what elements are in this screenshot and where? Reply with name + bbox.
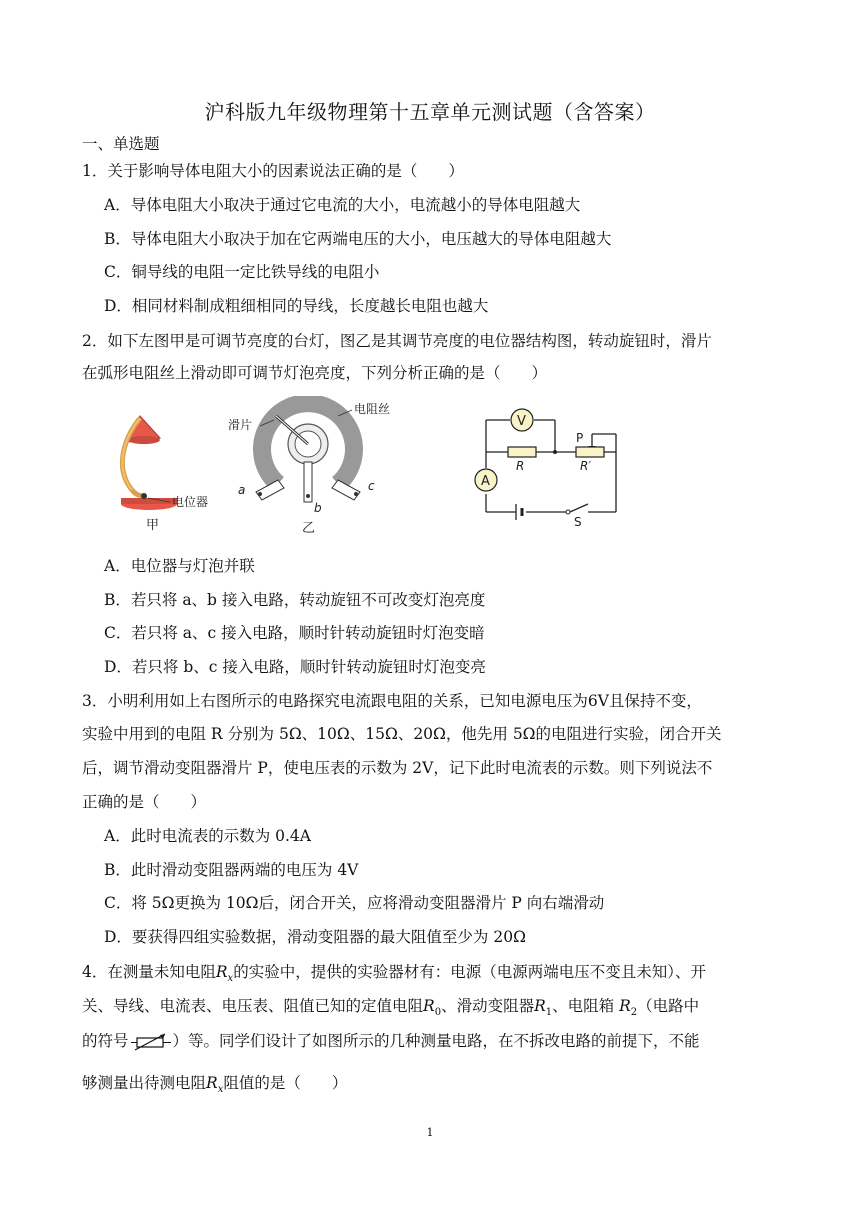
page-number: 1 (426, 1126, 434, 1139)
lamp-potentiometer-label: 电位器 (172, 495, 209, 509)
circuit-figure (470, 400, 630, 528)
q1-option-a: A．导体电阻大小取决于通过它电流的大小，电流越小的导体电阻越大 (104, 196, 581, 214)
potentiometer-caption: 乙 (302, 521, 316, 536)
q1-option-d: D．相同材料制成粗细相同的导线，长度越长电阻也越大 (104, 297, 489, 315)
q1-stem: 1．关于影响导体电阻大小的因素说法正确的是（ ） (82, 162, 464, 180)
lamp-caption: 甲 (146, 518, 160, 533)
terminal-a-label: a (238, 483, 246, 497)
lamp-figure (104, 398, 228, 534)
resistance-wire-label: 电阻丝 (354, 402, 391, 416)
q2-option-c: C．若只将 a、c 接入电路，顺时针转动旋钮时灯泡变暗 (104, 624, 485, 642)
page-title: 沪科版九年级物理第十五章单元测试题（含答案） (204, 100, 656, 124)
resistor-label: R (516, 459, 525, 473)
q4-stem-line3: 的符号 ）等。同学们设计了如图所示的几种测量电路，在不拆改电路的前提下，不能 (82, 1032, 700, 1050)
circuit-wires (486, 420, 616, 512)
potentiometer-icon (256, 403, 360, 502)
q4-stem-line1: 4．在测量未知电阻$R_x$的实验中，提供的实验器材有：电源（电源两端电压不变且未知）、开 (82, 963, 706, 985)
battery-icon (516, 504, 522, 520)
switch-icon (566, 510, 570, 514)
rheostat-label: R′ (580, 459, 592, 473)
q1-option-b: B．导体电阻大小取决于加在它两端电压的大小，电压越大的导体电阻越大 (104, 230, 612, 248)
q4-stem-line4: 够测量出待测电阻$R_x$阻值的是（ ） (82, 1074, 348, 1096)
terminal-c-label: c (368, 479, 375, 493)
q3-option-a: A．此时电流表的示数为 0.4A (104, 827, 311, 845)
q2-stem-line2: 在弧形电阻丝上滑动即可调节灯泡亮度，下列分析正确的是（ ） (82, 364, 548, 382)
slider-p-label: P (576, 431, 584, 445)
q3-stem-line2: 实验中用到的电阻 R 分别为 5Ω、10Ω、15Ω、20Ω，他先用 5Ω的电阻进行实验，闭合开关 (82, 725, 722, 743)
q3-option-b: B．此时滑动变阻器两端的电压为 4V (104, 861, 359, 879)
slider-label: 滑片 (228, 418, 253, 432)
q1-option-c: C．铜导线的电阻一定比铁导线的电阻小 (104, 263, 380, 281)
q3-option-c: C．将 5Ω更换为 10Ω后，闭合开关，应将滑动变阻器滑片 P 向右端滑动 (104, 894, 605, 912)
q3-stem-line3: 后，调节滑动变阻器滑片 P，使电压表的示数为 2V，记下此时电流表的示数。则下列说法不 (82, 759, 713, 777)
q4-stem-line2: 关、导线、电流表、电压表、阻值已知的定值电阻$R_0$、滑动变阻器$R_1$、电阻箱 $R_2$（电路中 (82, 997, 700, 1019)
switch-label: S (574, 515, 582, 528)
q3-stem-line1: 3．小明利用如上右图所示的电路探究电流跟电阻的关系，已知电源电压为6V且保持不变， (82, 692, 702, 710)
rheostat-icon (576, 447, 604, 457)
q2-stem-line1: 2．如下左图甲是可调节亮度的台灯，图乙是其调节亮度的电位器结构图，转动旋钮时，滑片 (82, 332, 712, 350)
resistance-box-symbol-icon (129, 1032, 173, 1052)
lamp-icon (121, 416, 177, 510)
voltmeter-label: V (517, 414, 526, 429)
ammeter-label: A (481, 474, 490, 489)
q3-stem-line4: 正确的是（ ） (82, 793, 207, 811)
q2-option-b: B．若只将 a、b 接入电路，转动旋钮不可改变灯泡亮度 (104, 591, 486, 609)
resistor-icon (508, 447, 536, 457)
section-heading: 一、单选题 (82, 135, 160, 153)
q2-option-a: A．电位器与灯泡并联 (104, 557, 255, 575)
terminal-b-label: b (314, 501, 322, 515)
q2-option-d: D．若只将 b、c 接入电路，顺时针转动旋钮时灯泡变亮 (104, 658, 486, 676)
potentiometer-figure (226, 396, 406, 538)
q3-option-d: D．要获得四组实验数据，滑动变阻器的最大阻值至少为 20Ω (104, 928, 526, 946)
